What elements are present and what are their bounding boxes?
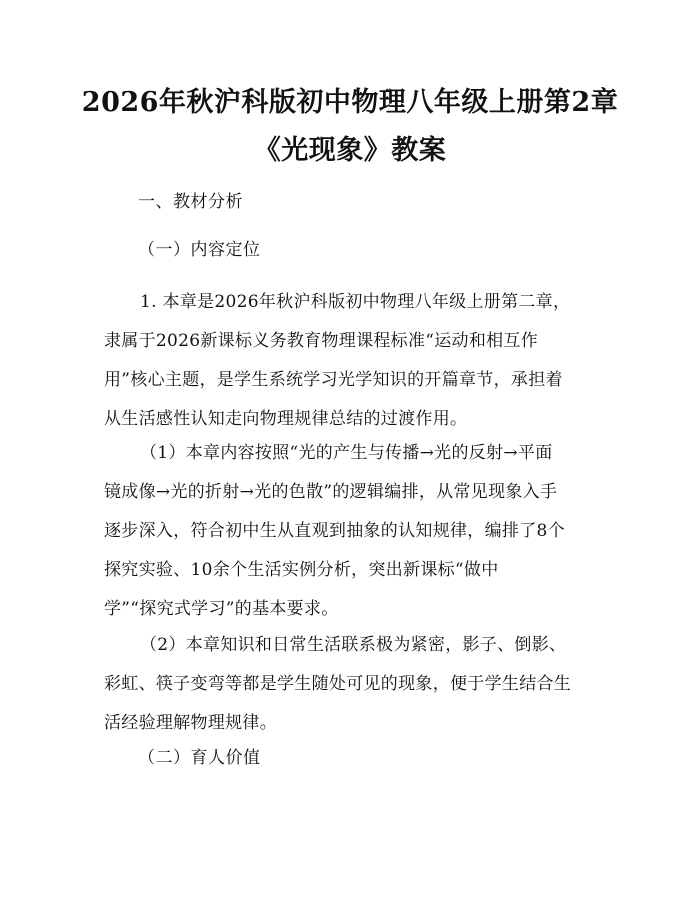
paragraph-line: 探究实验、10余个生活实例分析，突出新课标“做中 — [104, 560, 499, 580]
paragraph-life-connection — [104, 626, 600, 743]
paragraph-line: （2）本章知识和日常生活联系极为紧密，影子、倒影、 — [140, 635, 567, 655]
paragraph-line: 用”核心主题，是学生系统学习光学知识的开篇章节，承担着 — [104, 370, 563, 390]
subsection-heading-educational-value: （二）育人价值 — [138, 748, 261, 768]
section-heading-textbook-analysis: 一、教材分析 — [138, 192, 243, 212]
paragraph-line: 1. 本章是2026年秋沪科版初中物理八年级上册第二章， — [140, 292, 571, 312]
paragraph-chapter-overview — [104, 283, 600, 439]
paragraph-content-structure — [104, 434, 600, 629]
paragraph-line: （1）本章内容按照“光的产生与传播→光的反射→平面 — [140, 443, 553, 463]
paragraph-line: 彩虹、筷子变弯等都是学生随处可见的现象，便于学生结合生 — [104, 674, 572, 694]
paragraph-line: 镜成像→光的折射→光的色散”的逻辑编排，从常见现象入手 — [104, 482, 558, 502]
paragraph-line: 逐步深入，符合初中生从直观到抽象的认知规律，编排了8个 — [104, 521, 565, 541]
document-title-line-2: 《光现象》教案 — [253, 135, 447, 166]
subsection-heading-content-positioning: （一）内容定位 — [138, 240, 261, 260]
paragraph-line: 学”“探究式学习”的基本要求。 — [104, 599, 339, 619]
document-title-line-1: 2026年秋沪科版初中物理八年级上册第2章 — [81, 87, 619, 118]
paragraph-line: 活经验理解物理规律。 — [104, 713, 277, 733]
paragraph-line: 隶属于2026新课标义务教育物理课程标准“运动和相互作 — [104, 331, 539, 351]
paragraph-line: 从生活感性认知走向物理规律总结的过渡作用。 — [104, 409, 468, 429]
